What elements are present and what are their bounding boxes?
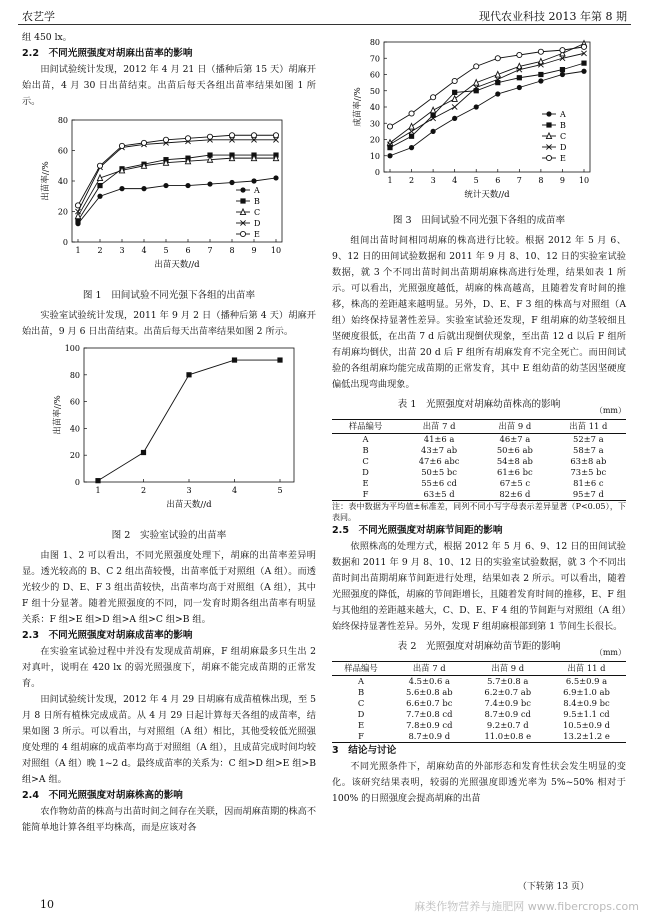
x-axis-label: 出苗天数//d xyxy=(154,260,200,270)
x-tick-label: 4 xyxy=(231,486,238,495)
data-point xyxy=(517,75,522,80)
table-cell: E xyxy=(357,720,365,730)
series-line xyxy=(390,71,584,156)
legend-label: C xyxy=(560,132,567,141)
table-cell: 8.7±0.9 cd xyxy=(484,709,531,719)
table-row xyxy=(332,445,626,456)
x-axis-label: 统计天数//d xyxy=(464,190,510,200)
table-cell: 73±5 bc xyxy=(570,467,607,477)
left-column xyxy=(22,30,316,836)
data-point xyxy=(409,145,414,150)
y-tick-label: 10 xyxy=(369,151,380,161)
data-point xyxy=(452,96,457,102)
data-point xyxy=(581,61,586,66)
x-tick-label: 10 xyxy=(578,176,590,185)
data-point xyxy=(119,143,124,148)
data-point xyxy=(185,183,190,188)
data-point xyxy=(141,186,146,191)
figure-1-chart xyxy=(22,110,316,280)
data-point xyxy=(517,85,522,90)
paragraph: 实验室试验统计发现，2011 年 9 月 2 日（播种后第 4 天）胡麻开始出苗，9 月 6 日出苗结束。出苗后每天出苗率结果如图 2 所示。 xyxy=(22,310,316,337)
data-point xyxy=(277,357,282,362)
data-point xyxy=(560,72,565,77)
y-tick-label: 40 xyxy=(57,177,68,186)
x-tick-label: 5 xyxy=(473,176,479,185)
table-cell: 10.5±0.9 d xyxy=(562,720,610,730)
table-cell: A xyxy=(362,434,369,444)
legend-label: B xyxy=(560,121,566,130)
table-header-cell: 出苗 9 d xyxy=(479,420,551,434)
y-tick-label: 100 xyxy=(64,344,80,353)
paragraph: 组 450 lx。 xyxy=(22,32,72,43)
series-D xyxy=(75,137,278,228)
data-point xyxy=(387,153,392,158)
section-heading: 2.4 不同光照强度对胡麻株高的影响 xyxy=(22,790,183,801)
table-note: 注：表中数据为平均值±标准差，同列不同小写字母表示差异显著（P<0.05），下表同。 xyxy=(332,502,626,522)
data-point xyxy=(538,49,543,54)
paragraph: 田间试验统计发现，2012 年 4 月 21 日（播种后第 15 天）胡麻开始出苗，4 月 30 日出苗结束。出苗后每天各组出苗率结果如图 1 所示。 xyxy=(22,64,316,107)
figure-3-caption: 图 3 田间试验不同光强下各组的成苗率 xyxy=(392,215,566,226)
table-cell: 52±7 a xyxy=(573,434,604,444)
legend-label: D xyxy=(254,219,261,228)
series-B xyxy=(75,152,278,223)
legend-label: B xyxy=(254,197,260,206)
x-tick-label: 4 xyxy=(141,246,147,255)
data-point xyxy=(97,163,102,168)
y-axis-label: 出苗率//% xyxy=(53,395,63,435)
series-C xyxy=(75,155,278,219)
data-point xyxy=(452,90,457,95)
table-cell: 43±7 ab xyxy=(421,445,458,455)
table-row xyxy=(332,676,626,688)
data-point xyxy=(273,175,278,180)
legend-label: D xyxy=(560,143,567,152)
x-tick-label: 6 xyxy=(185,246,191,255)
table-header-cell: 出苗 9 d xyxy=(469,662,547,676)
table-cell: 8.7±0.9 d xyxy=(390,731,468,743)
table-cell: 5.7±0.8 a xyxy=(487,676,529,686)
table-cell: E xyxy=(362,478,369,488)
table-cell: 58±7 a xyxy=(573,445,604,455)
series-C xyxy=(387,41,586,146)
x-tick-label: 9 xyxy=(559,176,565,185)
x-tick-label: 5 xyxy=(163,246,169,255)
data-point xyxy=(546,111,551,116)
series-1 xyxy=(95,357,282,483)
table-cell: 9.5±1.1 cd xyxy=(563,709,610,719)
page-number: 10 xyxy=(40,898,54,911)
y-tick-label: 80 xyxy=(57,116,68,125)
x-tick-label: 1 xyxy=(387,176,393,185)
table-cell: 11.0±0.8 e xyxy=(469,731,547,743)
y-tick-label: 60 xyxy=(57,146,68,156)
y-tick-label: 20 xyxy=(57,207,68,217)
table-cell: 63±5 d xyxy=(399,489,479,501)
data-point xyxy=(97,183,102,188)
data-point xyxy=(240,187,245,192)
data-point xyxy=(581,44,586,49)
y-tick-label: 0 xyxy=(374,168,380,177)
plot-frame xyxy=(384,42,590,172)
table-cell: 6.6±0.7 bc xyxy=(406,698,453,708)
series-line xyxy=(98,360,280,481)
y-tick-label: 20 xyxy=(69,451,80,461)
table-cell: 8.4±0.9 bc xyxy=(563,698,610,708)
header-section: 农艺学 xyxy=(22,10,55,23)
data-point xyxy=(229,133,234,138)
data-point xyxy=(119,186,124,191)
series-A xyxy=(387,69,586,159)
table-1-unit: （mm） xyxy=(594,406,626,415)
table-row xyxy=(332,467,626,478)
data-point xyxy=(75,203,80,208)
series-line xyxy=(78,158,276,216)
table-header-cell: 出苗 11 d xyxy=(551,420,626,434)
figure-1-caption: 图 1 田间试验不同光强下各组的出苗率 xyxy=(82,290,256,301)
data-point xyxy=(387,124,392,129)
table-cell: F xyxy=(332,731,390,743)
series-D xyxy=(387,51,586,152)
data-point xyxy=(431,107,436,113)
table-cell: B xyxy=(357,687,365,697)
y-tick-label: 20 xyxy=(369,135,380,145)
x-axis-label: 出苗天数//d xyxy=(166,500,212,510)
x-tick-label: 8 xyxy=(229,246,235,255)
data-point xyxy=(251,178,256,183)
table-cell: 7.7±0.8 cd xyxy=(406,709,453,719)
paragraph: 不同光照条件下，胡麻幼苗的外部形态和发育性状会发生明显的变化。该研究结果表明，较弱的光照强度即透光率为 5%~50% 相对于 100% 的日照强度会提高胡麻的出苗 xyxy=(332,761,626,804)
table-cell: 50±5 bc xyxy=(421,467,457,477)
data-point xyxy=(495,91,500,96)
table-cell: 81±6 c xyxy=(573,478,604,488)
x-tick-label: 7 xyxy=(207,246,213,255)
section-heading: 2.5 不同光照强度对胡麻节间距的影响 xyxy=(332,525,503,536)
table-cell: 82±6 d xyxy=(479,489,551,501)
data-point xyxy=(560,67,565,72)
data-point xyxy=(163,137,168,142)
y-tick-label: 30 xyxy=(369,119,380,129)
table-row xyxy=(332,720,626,731)
table-header-row xyxy=(332,420,626,434)
paragraph: 在实验室试验过程中并没有发现成苗胡麻，F 组胡麻最多只生出 2 对真叶，说明在 420 lx 的弱光照强度下，胡麻不能完成苗期的正常发育。 xyxy=(22,646,316,689)
x-tick-label: 3 xyxy=(186,486,192,495)
figure-3-chart xyxy=(332,30,626,205)
paragraph: 由图 1、2 可以看出，不同光照强度处理下，胡麻的出苗率差异明显。透光较高的 B、C 2 组出苗较慢，出苗率低于对照组（A 组）。而透光较少的 D、E、F 3 组出苗较快，出苗率均高于对照组（A 组），其中 F 组十分显著。随着光照强度的不同，同一发育时期各组出苗率有明显关系：F 组>E 组>D 组>A 组>C 组>B 组。 xyxy=(22,550,316,625)
table-cell: 7.8±0.9 cd xyxy=(406,720,453,730)
section-heading: 3 结论与讨论 xyxy=(332,745,397,756)
y-tick-label: 0 xyxy=(74,478,80,487)
table-1 xyxy=(332,419,626,501)
table-header-cell: 出苗 11 d xyxy=(547,662,626,676)
table-cell: F xyxy=(332,489,399,501)
series-line xyxy=(78,135,276,205)
table-2-caption: 表 2 光照强度对胡麻幼苗节距的影响 xyxy=(397,641,561,652)
table-header-cell: 出苗 7 d xyxy=(399,420,479,434)
table-header-cell: 样品编号 xyxy=(332,662,390,676)
data-point xyxy=(97,194,102,199)
series-line xyxy=(390,53,584,144)
x-tick-label: 10 xyxy=(270,246,282,255)
x-tick-label: 6 xyxy=(495,176,501,185)
table-row xyxy=(332,731,626,743)
y-tick-label: 50 xyxy=(369,86,380,96)
data-point xyxy=(141,140,146,145)
y-axis-label: 成苗率//% xyxy=(353,87,363,127)
data-point xyxy=(431,95,436,100)
data-point xyxy=(273,133,278,138)
table-cell: 41±6 a xyxy=(423,434,455,444)
table-cell: 55±6 cd xyxy=(421,478,457,488)
running-header xyxy=(18,6,631,25)
x-tick-label: 1 xyxy=(95,486,101,495)
table-cell: C xyxy=(362,456,369,466)
data-point xyxy=(232,357,237,362)
y-tick-label: 80 xyxy=(69,370,80,380)
data-point xyxy=(251,133,256,138)
x-tick-label: 2 xyxy=(97,246,103,255)
legend-label: E xyxy=(254,230,260,239)
paragraph: 组间出苗时间相同胡麻的株高进行比较。根据 2012 年 5 月 6、9、12 日的田间试验数据和 2011 年 9 月 8、10、12 日的实验室试验数据，就 3 个不同出苗时间出苗期胡麻株高进行处理，结果如表 1 所示。可以看出，光照强度越低，胡麻的株高越高，且随着发育时间的推移，株高的差距越来越明显。另外，D、E、F 3 组的株高与对照组（A 组）始终保持显著性差异。实验室试验还发现，F 组胡麻的幼茎较细且坚硬度很低，在出苗 7 d 后就出现倒伏现象，至出苗 12 d 以后 F 组所有胡麻均倒伏，出苗 20 d 后 F 组所有胡麻发育不完全死亡。而田间试验的各组胡麻均能完成苗期的正常发育，其中 E 组幼苗的幼茎因坚硬度偏低出现弯曲现象。 xyxy=(332,235,626,390)
section-heading: 2.2 不同光照强度对胡麻出苗率的影响 xyxy=(22,48,193,59)
table-cell: 6.5±0.9 a xyxy=(565,676,608,686)
right-column xyxy=(332,30,626,807)
watermark: 麻类作物营养与施肥网 www.fibercrops.com xyxy=(414,900,639,913)
series-E xyxy=(387,44,586,163)
paragraph: 农作物幼苗的株高与出苗时间之间存在关联，因而胡麻苗期的株高不能简单地计算各组平均株高，而是应该对各 xyxy=(22,806,317,833)
x-tick-label: 8 xyxy=(538,176,544,185)
x-tick-label: 2 xyxy=(140,486,147,495)
section-heading: 2.3 不同光照强度对胡麻成苗率的影响 xyxy=(22,630,193,641)
table-cell: 13.2±1.2 e xyxy=(547,731,626,743)
paragraph: 田间试验统计发现，2012 年 4 月 29 日胡麻有成苗植株出现，至 5 月 8 日所有植株完成成苗。从 4 月 29 日起计算每天各组的成苗率，结果如图 3 所示。可以看出，与对照组（A 组）相比，其他受较低光照强度处理的 4 组胡麻的成苗率均高于对照组（A 组），且成苗完成时间均较对照组（A 组）晚 1~2 d。最终成苗率的关系为：C 组>D 组>E 组>B 组>A 组。 xyxy=(22,694,316,785)
data-point xyxy=(240,231,245,236)
x-tick-label: 1 xyxy=(75,246,81,255)
data-point xyxy=(581,69,586,74)
y-tick-label: 70 xyxy=(369,54,380,64)
continued-note: （下转第 13 页） xyxy=(517,882,589,892)
figure-2-chart xyxy=(22,340,316,520)
y-tick-label: 60 xyxy=(369,70,380,80)
data-point xyxy=(409,134,414,139)
table-row xyxy=(332,456,626,467)
legend-label: A xyxy=(254,186,260,195)
x-tick-label: 5 xyxy=(277,486,283,495)
data-point xyxy=(207,134,212,139)
data-point xyxy=(517,52,522,57)
table-cell: 50±6 ab xyxy=(496,445,533,455)
table-cell: D xyxy=(357,709,365,719)
data-point xyxy=(141,450,146,455)
data-point xyxy=(95,478,100,483)
x-tick-label: 9 xyxy=(251,246,257,255)
table-row xyxy=(332,698,626,709)
data-point xyxy=(474,104,479,109)
table-cell: 46±7 a xyxy=(499,434,531,444)
data-point xyxy=(185,136,190,141)
y-tick-label: 40 xyxy=(69,424,80,434)
table-cell: 61±6 bc xyxy=(497,467,533,477)
y-tick-label: 80 xyxy=(369,38,380,47)
table-cell: 4.5±0.6 a xyxy=(408,676,450,686)
table-1-caption: 表 1 光照强度对胡麻幼苗株高的影响 xyxy=(397,399,561,410)
x-tick-label: 3 xyxy=(119,246,125,255)
table-cell: 95±7 d xyxy=(551,489,626,501)
data-point xyxy=(546,122,551,127)
table-cell: B xyxy=(362,445,369,455)
data-point xyxy=(452,78,457,83)
x-tick-label: 4 xyxy=(452,176,458,185)
table-cell: D xyxy=(362,467,369,477)
legend-label: A xyxy=(560,110,566,119)
data-point xyxy=(431,129,436,134)
table-2-unit: （mm） xyxy=(594,648,626,657)
x-tick-label: 2 xyxy=(409,176,415,185)
data-point xyxy=(240,198,245,203)
table-row xyxy=(332,478,626,489)
table-cell: 5.6±0.8 ab xyxy=(405,687,453,697)
data-point xyxy=(495,56,500,61)
table-cell: 7.4±0.9 bc xyxy=(484,698,531,708)
data-point xyxy=(538,78,543,83)
table-row xyxy=(332,687,626,698)
plot-frame xyxy=(84,348,294,482)
table-row xyxy=(332,489,626,501)
data-point xyxy=(186,372,191,377)
table-cell: C xyxy=(357,698,365,708)
table-row xyxy=(332,434,626,446)
table-header-row xyxy=(332,662,626,676)
data-point xyxy=(409,123,414,129)
table-header-cell: 出苗 7 d xyxy=(390,662,468,676)
y-tick-label: 60 xyxy=(69,397,80,407)
paragraph: 依照株高的处理方式，根据 2012 年 5 月 6、9、12 日的田间试验数据和 2011 年 9 月 8、10、12 日的实验室试验数据，就 3 个不同出苗时间出苗期胡麻节间距进行处理，结果如表 2 所示。可以看出，随着光照强度的降低，胡麻的节间距增长，且随着发育时间的推移，E、F 组与其他组的差距越来越大，C、D、E、F 4 组的节间距与对照组（A 组）始终保持显著性差异。另外，发现 F 组胡麻根部到第 1 节间生长很长。 xyxy=(332,541,626,632)
table-2 xyxy=(332,661,626,743)
series-line xyxy=(390,63,584,148)
table-cell: 67±5 c xyxy=(499,478,531,488)
y-tick-label: 0 xyxy=(62,238,68,247)
data-point xyxy=(207,181,212,186)
series-line xyxy=(390,44,584,143)
series-B xyxy=(387,61,586,151)
series-line xyxy=(78,155,276,221)
legend-label: E xyxy=(560,154,566,163)
table-cell: 54±8 ab xyxy=(496,456,533,466)
x-tick-label: 3 xyxy=(430,176,436,185)
legend-label: C xyxy=(254,208,261,217)
table-row xyxy=(332,709,626,720)
data-point xyxy=(409,111,414,116)
data-point xyxy=(229,180,234,185)
data-point xyxy=(163,183,168,188)
figure-2-caption: 图 2 实验室试验的出苗率 xyxy=(111,530,227,541)
table-cell: 6.9±1.0 ab xyxy=(563,687,610,697)
y-tick-label: 40 xyxy=(369,103,380,112)
table-cell: 9.2±0.7 d xyxy=(486,720,529,730)
header-journal: 现代农业科技 2013 年第 8 期 xyxy=(479,10,627,23)
y-axis-label: 出苗率//% xyxy=(41,161,51,201)
table-cell: 47±6 abc xyxy=(418,456,460,466)
table-cell: A xyxy=(358,676,365,686)
data-point xyxy=(538,72,543,77)
data-point xyxy=(560,48,565,53)
data-point xyxy=(452,116,457,121)
table-header-cell: 样品编号 xyxy=(332,420,399,434)
x-tick-label: 7 xyxy=(516,176,522,185)
data-point xyxy=(546,155,551,160)
table-cell: 63±8 ab xyxy=(570,456,607,466)
table-cell: 6.2±0.7 ab xyxy=(484,687,532,697)
data-point xyxy=(474,64,479,69)
